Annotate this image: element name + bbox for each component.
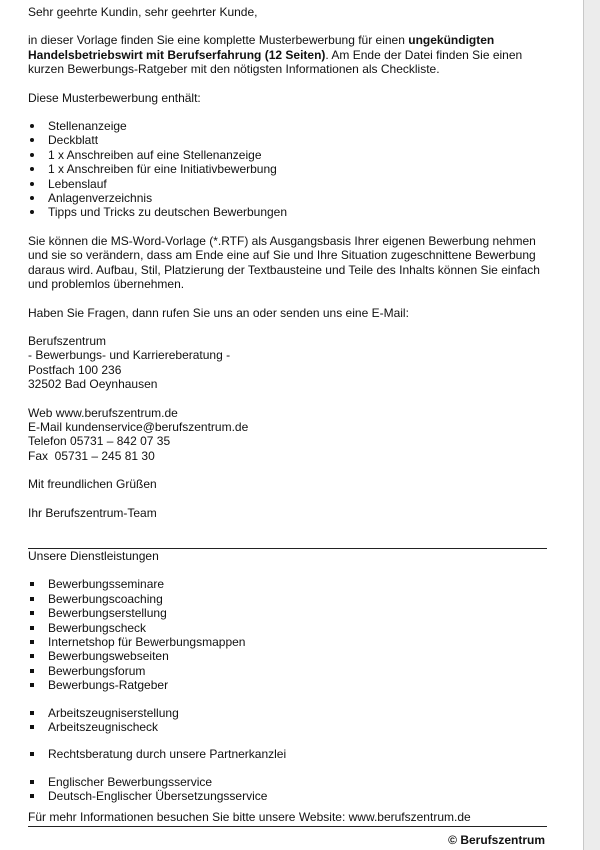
intro-bold-position: ungekündigten Handelsbetriebswirt mit Berufserfahrung (12 Seiten) bbox=[28, 33, 495, 62]
address-line: - Bewerbungs- und Karriereberatung - bbox=[28, 348, 231, 363]
contact-email: E-Mail kundenservice@berufszentrum.de bbox=[28, 419, 249, 434]
more-info: Für mehr Informationen besuchen Sie bitte unsere Website: www.berufszentrum.de bbox=[28, 809, 471, 824]
intro-text-end: . Am Ende der Datei finden Sie einen kurzen Bewerbungs-Ratgeber mit den nötigsten Informationen als Checkliste. bbox=[28, 47, 523, 77]
address-line: Postfach 100 236 bbox=[28, 362, 122, 377]
services-list-3 bbox=[28, 747, 583, 761]
list-item: Bewerbungscoaching bbox=[28, 592, 583, 606]
list-item: Tipps und Tricks zu deutschen Bewerbungen bbox=[28, 205, 583, 219]
signature: Ihr Berufszentrum-Team bbox=[28, 505, 157, 520]
services-list-2 bbox=[28, 706, 583, 735]
list-item: Bewerbungscheck bbox=[28, 621, 583, 635]
contact-fax: Fax 05731 – 245 81 30 bbox=[28, 448, 155, 463]
address-block bbox=[28, 334, 583, 392]
list-item: Bewerbungs-Ratgeber bbox=[28, 678, 583, 692]
list-item: Deutsch-Englischer Übersetzungsservice bbox=[28, 789, 583, 803]
address-line: Berufszentrum bbox=[28, 333, 107, 348]
contents-heading: Diese Musterbewerbung enthält: bbox=[28, 90, 201, 105]
address-line: 32502 Bad Oeynhausen bbox=[28, 377, 158, 392]
services-list-1 bbox=[28, 577, 583, 692]
list-item: Lebenslauf bbox=[28, 177, 583, 191]
contents-list bbox=[28, 119, 583, 220]
list-item: Bewerbungsseminare bbox=[28, 577, 583, 591]
list-item: 1 x Anschreiben für eine Initiativbewerbung bbox=[28, 162, 583, 176]
intro-text-start: in dieser Vorlage finden Sie eine komplette Musterbewerbung für einen bbox=[28, 33, 409, 48]
divider-bottom bbox=[28, 826, 547, 827]
list-item: Arbeitszeugnischeck bbox=[28, 720, 583, 734]
list-item: Bewerbungserstellung bbox=[28, 606, 583, 620]
list-item: Rechtsberatung durch unsere Partnerkanzlei bbox=[28, 747, 583, 761]
list-item: 1 x Anschreiben auf eine Stellenanzeige bbox=[28, 148, 583, 162]
contact-web: Web www.berufszentrum.de bbox=[28, 405, 178, 420]
intro-paragraph bbox=[28, 33, 550, 76]
list-item: Stellenanzeige bbox=[28, 119, 583, 133]
list-item: Englischer Bewerbungsservice bbox=[28, 775, 583, 789]
questions-paragraph: Haben Sie Fragen, dann rufen Sie uns an oder senden uns eine E-Mail: bbox=[28, 305, 409, 320]
copyright: © Berufszentrum bbox=[448, 833, 545, 847]
closing: Mit freundlichen Grüßen bbox=[28, 477, 157, 492]
services-heading: Unsere Dienstleistungen bbox=[28, 548, 159, 563]
list-item: Internetshop für Bewerbungsmappen bbox=[28, 635, 583, 649]
list-item: Bewerbungsforum bbox=[28, 664, 583, 678]
contact-block bbox=[28, 406, 583, 464]
contact-phone: Telefon 05731 – 842 07 35 bbox=[28, 434, 171, 449]
list-item: Anlagenverzeichnis bbox=[28, 191, 583, 205]
services-list-4 bbox=[28, 775, 583, 804]
list-item: Deckblatt bbox=[28, 133, 583, 147]
list-item: Bewerbungswebseiten bbox=[28, 649, 583, 663]
list-item: Arbeitszeugniserstellung bbox=[28, 706, 583, 720]
salutation: Sehr geehrte Kundin, sehr geehrter Kunde, bbox=[28, 5, 258, 19]
usage-paragraph: Sie können die MS-Word-Vorlage (*.RTF) als Ausgangsbasis Ihrer eigenen Bewerbung nehmen und sie so verändern, dass am Ende eine auf Sie und Ihre Situation zugeschnittene Bewerbung daraus wird. Aufbau, Stil, Platzierung der Textbausteine und Teile des Inhalts können Sie einfach und problemlos übernehmen. bbox=[28, 233, 540, 292]
